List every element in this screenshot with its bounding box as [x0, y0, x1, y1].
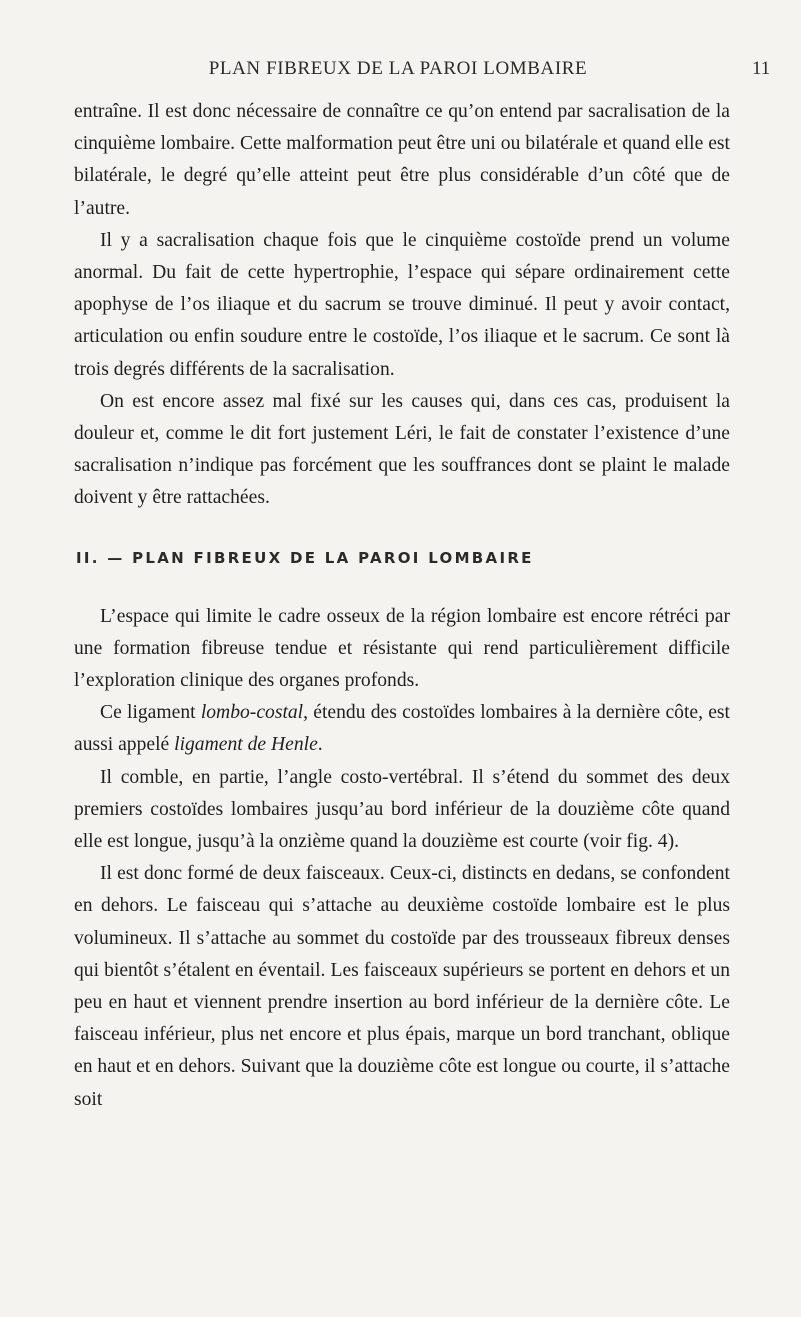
paragraph-5-part-b: , étendu des costoïdes lombaires à la dernière côte, est aussi appelé [74, 702, 730, 756]
paragraph-6: Il comble, en partie, l’angle costo-vertébral. Il s’étend du sommet des deux premiers costoïdes lombaires jusqu’au bord inférieur de la douzième côte quand elle est longue, jusqu’à la onzième quand la douzième est courte (voir fig. 4). [74, 766, 730, 853]
paragraph-5-part-c: . [317, 734, 323, 756]
body-text [74, 96, 730, 1116]
ligament-name-italic: lombo-costal [200, 702, 304, 724]
paragraph-3: On est encore assez mal fixé sur les causes qui, dans ces cas, produisent la douleur et, comme le dit fort justement Léri, le fait de constater l’existence d’une sacralisation n’indique pas forcément que les souffrances dont se plaint le malade doivent y être rattachées. [74, 390, 730, 509]
paragraph-1: entraîne. Il est donc nécessaire de connaître ce qu’on entend par sacralisation de la cinquième lombaire. Cette malformation peut être uni ou bilatérale et quand elle est bilatérale, le degré qu’elle atteint peut être plus considérable d’un côté que de l’autre. [74, 101, 730, 219]
section-heading: II. — PLAN FIBREUX DE LA PAROI LOMBAIRE [76, 548, 534, 567]
henle-ligament-italic: ligament de Henle [174, 734, 318, 756]
page-number: 11 [752, 58, 771, 79]
paragraph-5 [74, 697, 730, 761]
paragraph-7: Il est donc formé de deux faisceaux. Ceux-ci, distincts en dedans, se confondent en dehors. Le faisceau qui s’attache au deuxième costoïde lombaire est le plus volumineux. Il s’attache au sommet du costoïde par des trousseaux fibreux denses qui bientôt s’étalent en éventail. Les faisceaux supérieurs se portent en dehors et un peu en haut et viennent prendre insertion au bord inférieur de la dernière côte. Le faisceau inférieur, plus net encore et plus épais, marque un bord tranchant, oblique en haut et en dehors. Suivant que la douzième côte est longue ou courte, il s’attache soit [74, 863, 730, 1110]
paragraph-4: L’espace qui limite le cadre osseux de la région lombaire est encore rétréci par une formation fibreuse tendue et résistante qui rend particulièrement difficile l’exploration clinique des organes profonds. [74, 605, 730, 692]
running-header: PLAN FIBREUX DE LA PAROI LOMBAIRE [208, 58, 588, 79]
paragraph-5-part-a: Ce ligament [100, 702, 201, 724]
paragraph-2: Il y a sacralisation chaque fois que le cinquième costoïde prend un volume anormal. Du fait de cette hypertrophie, l’espace qui sépare ordinairement cette apophyse de l’os iliaque et du sacrum se trouve diminué. Il peut y avoir contact, articulation ou enfin soudure entre le costoïde, l’os iliaque et le sacrum. Ce sont là trois degrés différents de la sacralisation. [74, 229, 730, 380]
